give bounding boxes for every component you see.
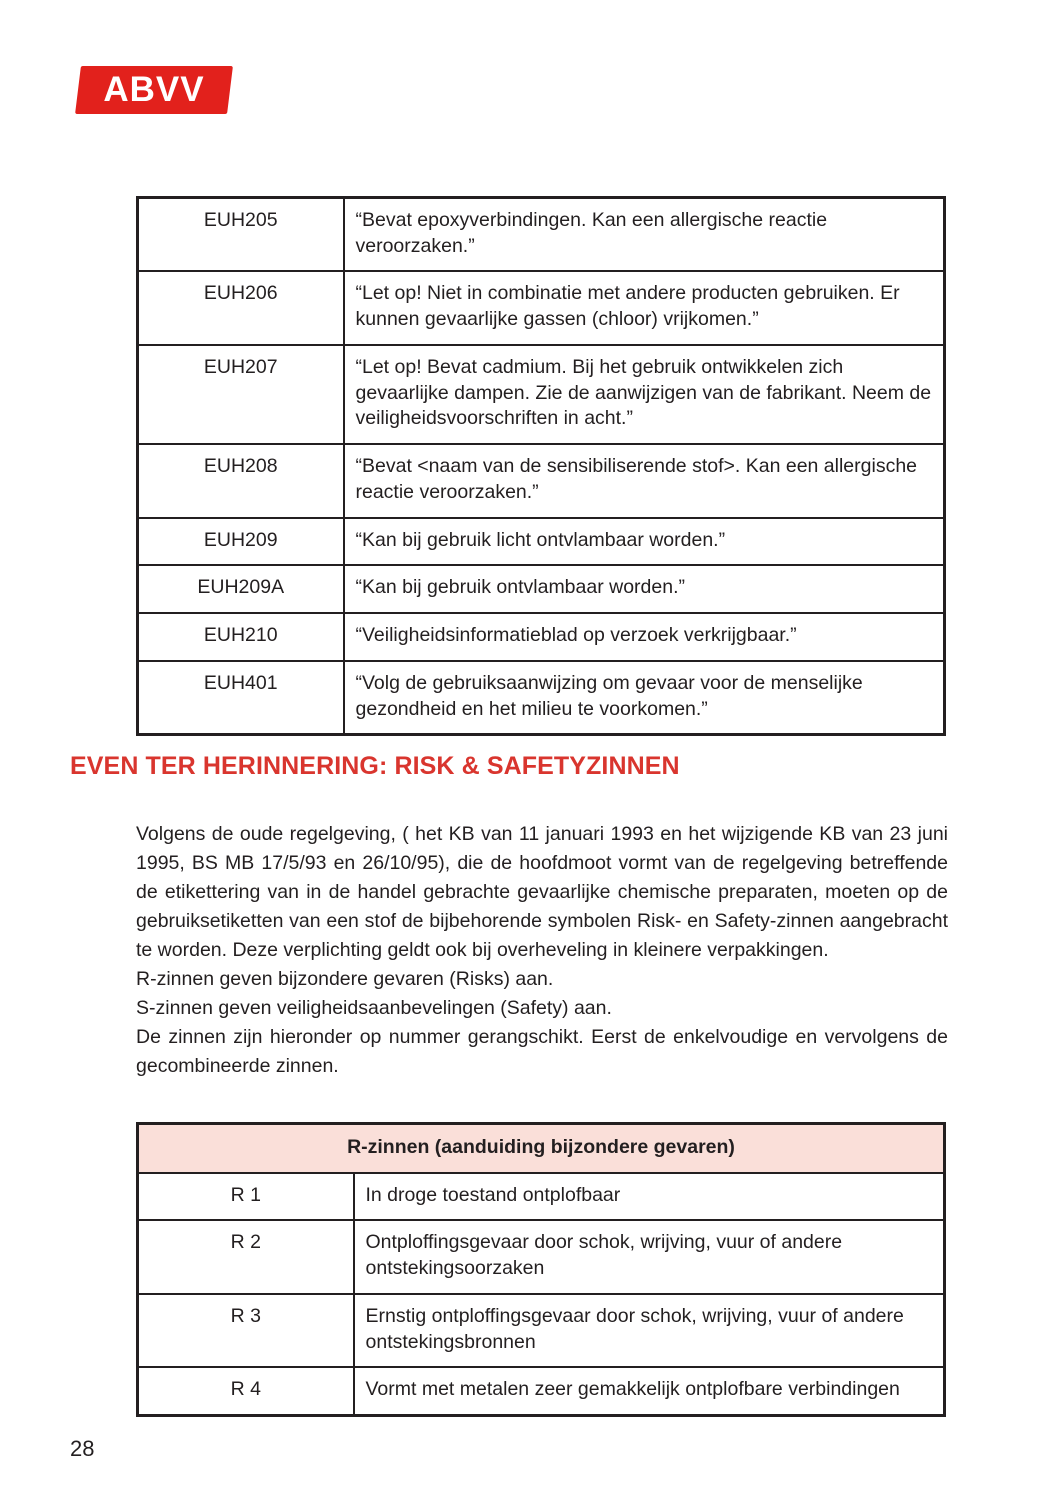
abvv-logo [78, 66, 230, 114]
paragraph-ordering: De zinnen zijn hieronder op nummer gerangschikt. Eerst de enkelvoudige en vervolgens de gecombineerde zinnen. [136, 1026, 948, 1078]
euh-phrase: “Let op! Bevat cadmium. Bij het gebruik ontwikkelen zich gevaarlijke dampen. Zie de aanwijzigen van de fabrikant. Neem de veiligheidsvoorschriften in acht.” [344, 345, 945, 444]
euh-statements-table [136, 196, 946, 736]
r-phrase: In droge toestand ontplofbaar [354, 1173, 945, 1221]
table-row [138, 198, 945, 272]
table-header-row [138, 1124, 945, 1173]
r-code: R 1 [138, 1173, 354, 1221]
euh-phrase: “Let op! Niet in combinatie met andere producten gebruiken. Er kunnen gevaarlijke gassen (chloor) vrijkomen.” [344, 271, 945, 344]
table-row [138, 661, 945, 735]
r-table-header: R-zinnen (aanduiding bijzondere gevaren) [138, 1124, 945, 1173]
euh-code: EUH206 [138, 271, 344, 344]
euh-code: EUH205 [138, 198, 344, 272]
euh-phrase: “Bevat epoxyverbindingen. Kan een allergische reactie veroorzaken.” [344, 198, 945, 272]
table-row [138, 1367, 945, 1415]
euh-phrase: “Kan bij gebruik licht ontvlambaar worden.” [344, 518, 945, 566]
euh-phrase: “Veiligheidsinformatieblad op verzoek verkrijgbaar.” [344, 613, 945, 661]
r-phrase: Ernstig ontploffingsgevaar door schok, wrijving, vuur of andere ontstekingsbronnen [354, 1294, 945, 1367]
euh-table-body [138, 198, 945, 735]
euh-code: EUH207 [138, 345, 344, 444]
euh-code: EUH401 [138, 661, 344, 735]
table-row [138, 1173, 945, 1221]
logo-text: ABVV [103, 69, 205, 109]
paragraph-r-zinnen: R-zinnen geven bijzondere gevaren (Risks) aan. [136, 968, 554, 991]
table-row [138, 565, 945, 613]
section-heading: EVEN TER HERINNERING: RISK & SAFETYZINNEN [70, 752, 680, 780]
r-code: R 3 [138, 1294, 354, 1367]
r-code: R 4 [138, 1367, 354, 1415]
paragraph-intro: Volgens de oude regelgeving, ( het KB van 11 januari 1993 en het wijzigende KB van 23 juni 1995, BS MB 17/5/93 en 26/10/95), die de hoofdmoot vormt van de regelgeving betreffende de etikettering van in de handel gebrachte gevaarlijke chemische preparaten, moeten op de gebruiksetiketten van een stof de bijbehorende symbolen Risk- en Safety-zinnen aangebracht te worden. Deze verplichting geldt ook bij overheveling in kleinere verpakkingen. [136, 823, 948, 962]
r-phrase: Ontploffingsgevaar door schok, wrijving, vuur of andere ontstekingsoorzaken [354, 1220, 945, 1293]
euh-phrase: “Kan bij gebruik ontvlambaar worden.” [344, 565, 945, 613]
r-statements-table [136, 1122, 946, 1417]
euh-code: EUH208 [138, 444, 344, 517]
table-row [138, 1294, 945, 1367]
euh-code: EUH210 [138, 613, 344, 661]
r-table-body [138, 1124, 945, 1416]
euh-code: EUH209A [138, 565, 344, 613]
table-row [138, 1220, 945, 1293]
table-row [138, 613, 945, 661]
table-row [138, 444, 945, 517]
table-row [138, 345, 945, 444]
body-copy [136, 820, 948, 1081]
euh-code: EUH209 [138, 518, 344, 566]
euh-phrase: “Bevat <naam van de sensibiliserende stof>. Kan een allergische reactie veroorzaken.” [344, 444, 945, 517]
page-number: 28 [70, 1436, 95, 1461]
paragraph-s-zinnen: S-zinnen geven veiligheidsaanbevelingen (Safety) aan. [136, 997, 612, 1020]
r-phrase: Vormt met metalen zeer gemakkelijk ontplofbare verbindingen [354, 1367, 945, 1415]
euh-phrase: “Volg de gebruiksaanwijzing om gevaar voor de menselijke gezondheid en het milieu te voorkomen.” [344, 661, 945, 735]
r-code: R 2 [138, 1220, 354, 1293]
table-row [138, 271, 945, 344]
table-row [138, 518, 945, 566]
